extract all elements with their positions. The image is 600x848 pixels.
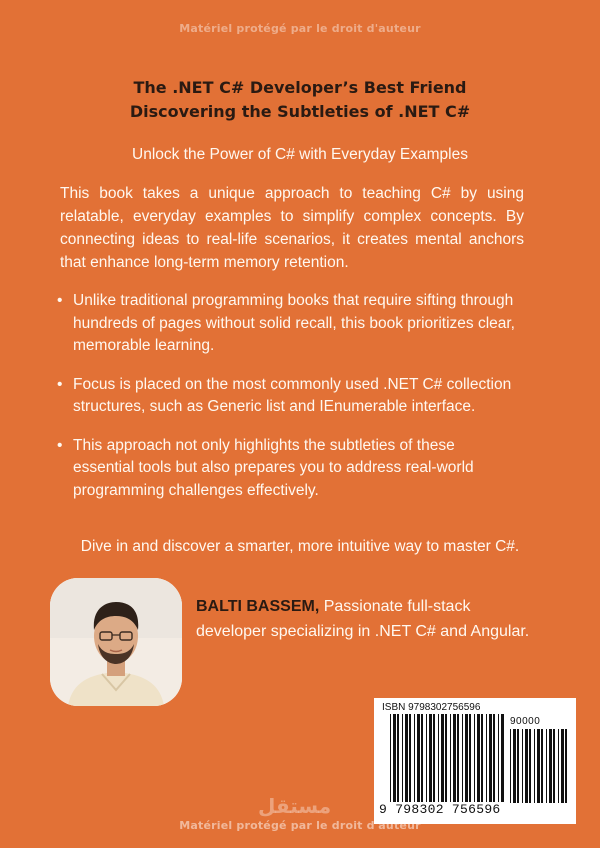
- closing-line: Dive in and discover a smarter, more intuitive way to master C#.: [80, 538, 520, 555]
- title-line-2: Discovering the Subtleties of .NET C#: [129, 102, 471, 121]
- back-cover-title: [0, 76, 600, 124]
- isbn-digits: 9 798302 756596: [379, 802, 501, 817]
- watermark-bottom: Matériel protégé par le droit d'auteur: [179, 819, 421, 832]
- barcode-icon: [390, 714, 504, 802]
- list-item: • Focus is placed on the most commonly used .NET C# collection structures, such as Generic list and IEnumerable interface.: [56, 374, 516, 419]
- title-line-1: The .NET C# Developer’s Best Friend: [133, 78, 467, 97]
- author-photo: [50, 578, 182, 706]
- isbn-barcode-box: [374, 698, 576, 824]
- addon-barcode-icon: [510, 729, 570, 803]
- list-item: • Unlike traditional programming books that require sifting through hundreds of pages without solid recall, this book prioritizes clear, memorable learning.: [56, 290, 516, 358]
- author-description: Passionate full-stack developer specializing in .NET C# and Angular.: [196, 598, 530, 640]
- site-logo: مستقل: [258, 794, 332, 818]
- tagline: Unlock the Power of C# with Everyday Examples: [132, 146, 468, 163]
- author-portrait-icon: [50, 578, 182, 706]
- list-item: • This approach not only highlights the subtleties of these essential tools but also prepares you to address real-world programming challenges effectively.: [56, 435, 516, 503]
- price-code: 90000: [510, 716, 541, 727]
- isbn-label: ISBN 9798302756596: [382, 702, 481, 713]
- author-bio: [196, 594, 536, 644]
- watermark-top: Matériel protégé par le droit d'auteur: [179, 22, 421, 35]
- intro-paragraph: This book takes a unique approach to teaching C# by using relatable, everyday examples to simplify complex concepts. By connecting ideas to real-life scenarios, it creates mental anchors that enhance long-term memory retention.: [60, 185, 524, 271]
- author-name: BALTI BASSEM,: [196, 598, 320, 615]
- feature-list: [56, 290, 516, 518]
